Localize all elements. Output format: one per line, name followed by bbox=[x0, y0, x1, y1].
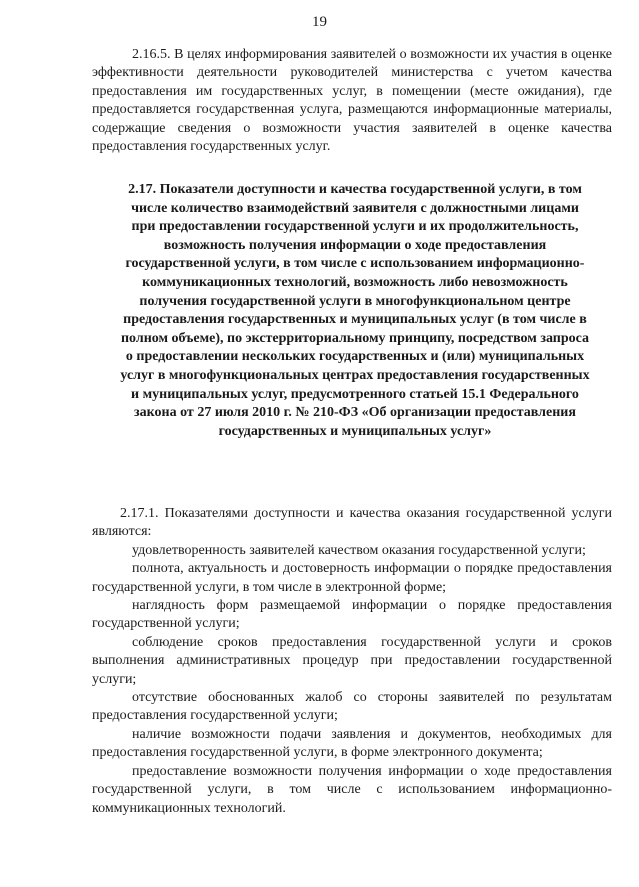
list-item: наглядность форм размещаемой информации о порядке предоставления государственной услуги; bbox=[92, 598, 612, 632]
list-item: предоставление возможности получения информации о ходе предоставления государственной услуги, в том числе с использованием информационно-коммуникационных технологий. bbox=[92, 763, 612, 816]
list-item: отсутствие обоснованных жалоб со стороны заявителей по результатам предоставления государственной услуги; bbox=[92, 690, 612, 724]
indicators-list bbox=[92, 505, 612, 818]
intro-paragraph: 2.16.5. В целях информирования заявителей о возможности их участия в оценке эффективности деятельности руководителей министерства с учетом качества предоставления им государственных услуг, в помещении (месте ожидания), где предоставляется государственная услуга, размещаются информационные материалы, содержащие сведения о возможности участия заявителей в оценке качества предоставления государственных услуг. bbox=[92, 47, 612, 155]
list-lead: 2.17.1. Показателями доступности и качества оказания государственной услуги являются: bbox=[92, 506, 612, 540]
section-heading: 2.17. Показатели доступности и качества государственной услуги, в том числе количество взаимодействий заявителя с должностными лицами при предоставлении государственной услуги и их продолжительность, возможность получения информации о ходе предоставления государственной услуги, в том числе с использованием информационно-коммуникационных технологий, возможность либо невозможность получения государственной услуги в многофункциональном центре предоставления государственных и муниципальных услуг (в том числе в полном объеме), по экстерриториальному принципу, посредством запроса о предоставлении нескольких государственных и (или) муниципальных услуг в многофункциональных центрах предоставления государственных и муниципальных услуг, предусмотренного статьей 15.1 Федерального закона от 27 июля 2010 г. № 210-ФЗ «Об организации предоставления государственных и муниципальных услуг» bbox=[120, 182, 590, 439]
list-item: полнота, актуальность и достоверность информации о порядке предоставления государственной услуги, в том числе в электронной форме; bbox=[92, 561, 612, 595]
list-item: соблюдение сроков предоставления государственной услуги и сроков выполнения административных процедур при предоставлении государственной услуги; bbox=[92, 634, 612, 687]
list-item: удовлетворенность заявителей качеством оказания государственной услуги; bbox=[132, 542, 586, 558]
list-item: наличие возможности подачи заявления и документов, необходимых для предоставления государственной услуги, в форме электронного документа; bbox=[92, 726, 612, 761]
page-number: 19 bbox=[312, 14, 327, 30]
